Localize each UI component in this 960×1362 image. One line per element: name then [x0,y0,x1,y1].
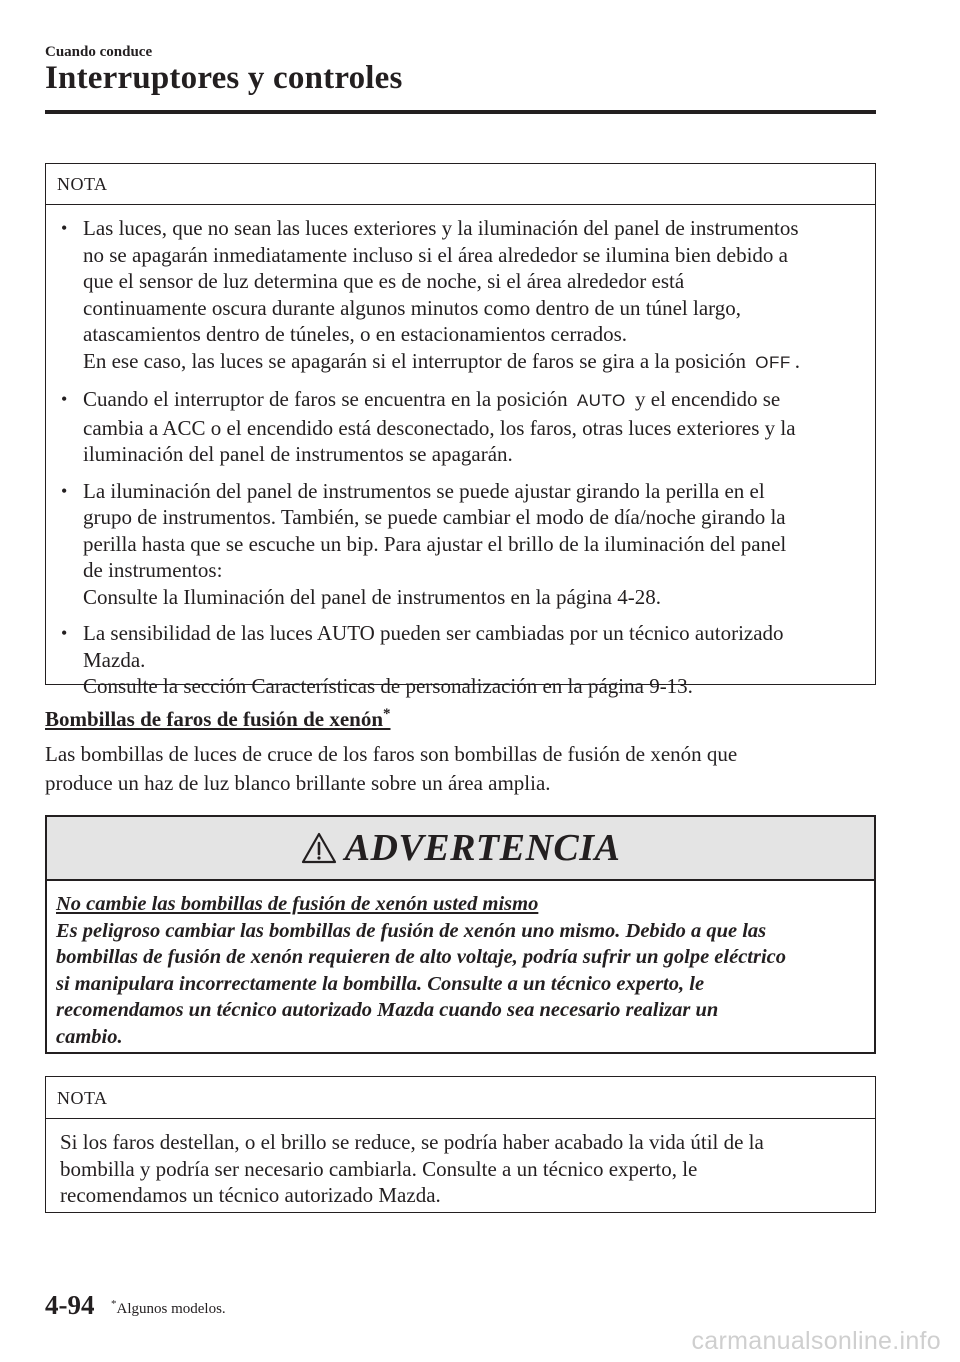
note-text-line: recomendamos un técnico autorizado Mazda. [60,1183,441,1207]
warning-triangle-icon [301,832,337,864]
note-body [46,205,875,720]
note-label: NOTA [46,1077,875,1119]
note-bullet-item [60,478,861,611]
note-text: . [794,348,800,373]
warning-text-line: Es peligroso cambiar las bombillas de fusión de xenón uno mismo. Debido a que las [56,919,767,942]
warning-heading: No cambie las bombillas de fusión de xenón usted mismo [56,893,539,915]
footnote-star: * [383,706,391,722]
note-text-line: grupo de instrumentos. También, se puede cambiar el modo de día/noche girando la [83,505,786,529]
note-text-line: Consulte la Iluminación del panel de instrumentos en la página 4-28. [83,584,661,609]
note-text: En ese caso, las luces se apagarán si el interruptor de faros se gira a la posición [83,348,746,373]
footnote-text: Algunos modelos. [116,1301,226,1317]
footnote [111,1298,226,1318]
note-bullet-item [60,215,861,376]
warning-box [45,815,876,1054]
note-bullet-item [60,620,861,700]
warning-title: ADVERTENCIA [344,827,621,869]
note-text-line: Si los faros destellan, o el brillo se reduce, se podría haber acabado la vida útil de la [60,1130,764,1154]
note-text-line: • La sensibilidad de las luces AUTO pueden ser cambiadas por un técnico autorizado [83,621,784,645]
page-title: Interruptores y controles [45,60,403,96]
note-box [45,163,876,698]
note-text-line: Consulte la sección Características de personalización en la página 9-13. [83,674,693,698]
note-bullet-item [60,386,861,468]
note-body [46,1119,875,1219]
note-text: Cuando el interruptor de faros se encuentra en la posición [83,387,568,411]
header-divider [45,110,876,114]
warning-text-line: bombillas de fusión de xenón requieren de alto voltaje, podría sufrir un golpe eléctrico [56,946,787,968]
note-text-line: cambia a ACC o el encendido está desconectado, los faros, otras luces exteriores y la [83,415,796,440]
note-text-line: Mazda. [83,647,146,672]
note-bullet-list [60,215,861,700]
auto-position-symbol: AUTO [576,391,626,410]
note-text-line: iluminación del panel de instrumentos se apagarán. [83,442,513,466]
warning-text-line: cambio. [56,1025,123,1048]
warning-header [47,817,874,881]
note-text-line [83,386,861,415]
note-text-line: de instrumentos: [83,558,223,582]
note-text: y el encendido se [635,387,781,411]
note-text-line: • La iluminación del panel de instrumentos se puede ajustar girando la perilla en el [83,478,765,503]
warning-text-line: si manipulara incorrectamente la bombilla. Consulte a un técnico experto, le [56,972,705,995]
note-label: NOTA [46,164,875,205]
subsection-title: Bombillas de faros de fusión de xenón [45,707,383,731]
note-text-line: no se apagarán inmediatamente incluso si el área alrededor se ilumina bien debido a [83,242,788,267]
note-text-line: bombilla y podría ser necesario cambiarla. Consulte a un técnico experto, le [60,1156,698,1181]
note-text-line: continuamente oscura durante algunos minutos como dentro de un túnel largo, [83,295,742,320]
warning-body [47,881,874,1060]
note-text-line: que el sensor de luz determina que es de noche, si el área alrededor está [83,269,685,293]
subsection-paragraph [45,740,875,798]
warning-text-line: recomendamos un técnico autorizado Mazda cuando sea necesario realizar un [56,999,719,1021]
off-position-symbol: OFF [755,352,791,372]
footnote-star: * [111,1298,117,1310]
note-text-line [83,348,861,377]
note-box-2 [45,1076,876,1213]
subsection-heading [45,706,391,732]
page-number: 4-94 [45,1290,95,1320]
note-text-line: perilla hasta que se escuche un bip. Para ajustar el brillo de la iluminación del panel [83,531,787,556]
watermark: carmanualsonline.info [691,1327,941,1355]
section-label: Cuando conduce [45,44,153,60]
note-text-line: atascamientos dentro de túneles, o en estacionamientos cerrados. [83,322,628,346]
paragraph-line: Las bombillas de luces de cruce de los faros son bombillas de fusión de xenón que [45,742,738,766]
paragraph-line: produce un haz de luz blanco brillante sobre un área amplia. [45,771,551,795]
note-text-line: • Las luces, que no sean las luces exteriores y la iluminación del panel de instrumentos [83,216,799,240]
